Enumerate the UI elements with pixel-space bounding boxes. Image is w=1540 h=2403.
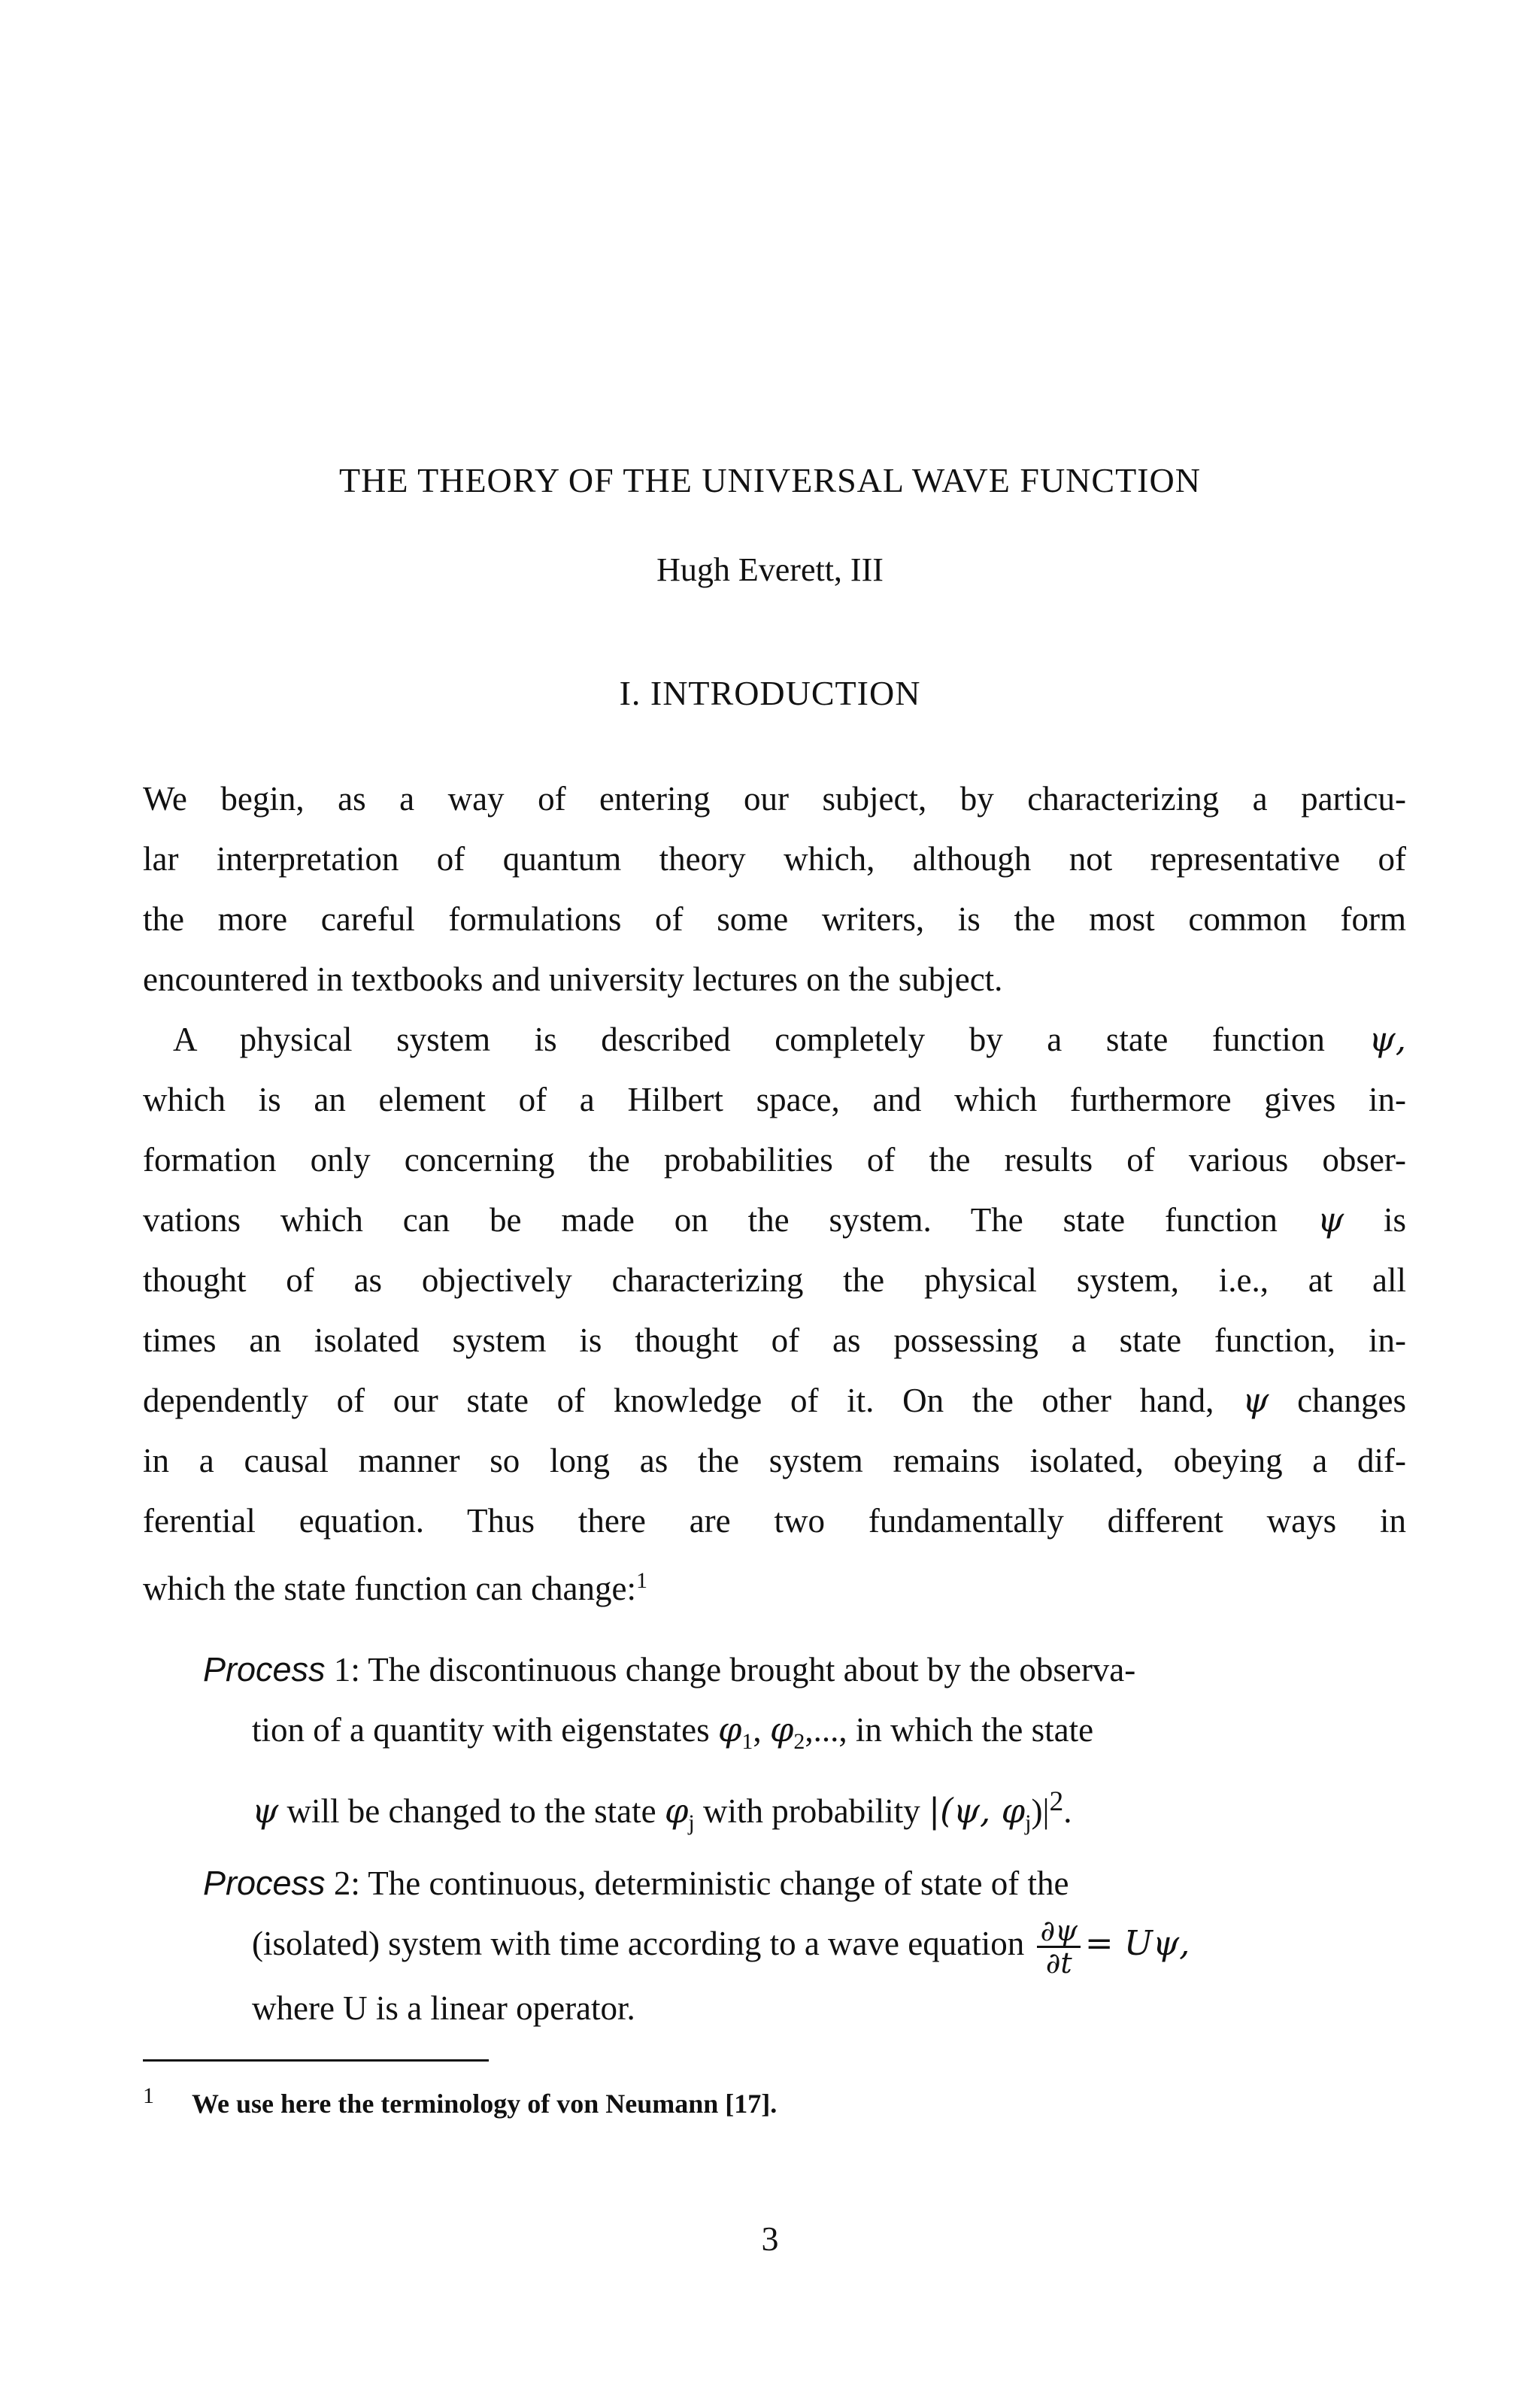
paragraph-line xyxy=(143,1190,1406,1250)
text-segment: will be changed to the state xyxy=(286,1792,656,1830)
period: . xyxy=(1063,1792,1072,1830)
text-segment: changes xyxy=(1297,1382,1407,1419)
paragraph-line: in a causal manner so long as the system remains isolated, obeying a dif- xyxy=(143,1442,1406,1479)
fraction-numerator: ∂ψ xyxy=(1037,1916,1080,1948)
fraction-denominator: ∂t xyxy=(1045,1946,1072,1980)
paragraph-line: We begin, as a way of entering our subject, by characterizing a particu- xyxy=(143,780,1406,818)
paper-title: THE THEORY OF THE UNIVERSAL WAVE FUNCTION xyxy=(339,461,1201,499)
text-segment: is xyxy=(1384,1201,1407,1239)
paragraph-state-function xyxy=(143,1009,1406,1619)
footnote-divider xyxy=(143,2059,489,2062)
text-segment: A physical system is described completely by a state function xyxy=(173,1021,1325,1058)
text-segment: vations which can be made on the system. The state function xyxy=(143,1201,1278,1239)
phi-symbol: φ xyxy=(717,1710,742,1749)
process-1-line xyxy=(203,1700,1406,1772)
superscript: 2 xyxy=(1049,1786,1064,1817)
process-1-line xyxy=(203,1772,1406,1853)
paragraph-line: ferential equation. Thus there are two fundamentally different ways in xyxy=(143,1502,1406,1540)
footnote xyxy=(143,2083,777,2119)
partial-derivative-fraction xyxy=(1037,1916,1080,1978)
phi-symbol: φ xyxy=(769,1710,794,1749)
paragraph-intro xyxy=(143,769,1406,1009)
paragraph-line: times an isolated system is thought of as possessing a state function, in- xyxy=(143,1321,1406,1359)
psi-symbol: ψ xyxy=(1317,1200,1344,1239)
process-2-line xyxy=(203,1913,1406,1978)
paragraph-line: which is an element of a Hilbert space, and which furthermore gives in- xyxy=(143,1081,1406,1118)
footnote-reference[interactable]: 1 xyxy=(636,1568,647,1593)
text-segment: dependently of our state of knowledge of it. On the other hand, xyxy=(143,1382,1214,1419)
paragraph-line xyxy=(143,1009,1406,1070)
section-heading: I. INTRODUCTION xyxy=(619,674,921,712)
psi-symbol: ψ xyxy=(252,1791,279,1831)
footnote-text: We use here the terminology of von Neumann [17]. xyxy=(192,2089,778,2119)
process-2-line xyxy=(203,1853,1406,1913)
process-label: Process xyxy=(203,1650,326,1688)
author-name: Hugh Everett, III xyxy=(656,551,884,588)
paragraph-line: thought of as objectively characterizing the physical system, i.e., at all xyxy=(143,1261,1406,1299)
comma: , xyxy=(753,1711,762,1749)
footnote-mark: 1 xyxy=(143,2083,154,2108)
text-segment: with probability xyxy=(703,1792,920,1830)
probability-close: )| xyxy=(1031,1792,1050,1830)
process-1-line xyxy=(203,1640,1406,1700)
equation-rhs: = Uψ, xyxy=(1084,1923,1190,1963)
paragraph-line xyxy=(143,1551,1406,1619)
process-number: 1: xyxy=(333,1651,360,1688)
paragraph-line: encountered in textbooks and university lectures on the subject. xyxy=(143,960,1003,998)
psi-symbol: ψ, xyxy=(1369,1019,1407,1059)
text-segment: which the state function can change: xyxy=(143,1570,636,1607)
probability-expression: |(ψ, φ xyxy=(928,1791,1026,1831)
process-label: Process xyxy=(203,1864,326,1902)
subscript: j xyxy=(1025,1810,1032,1835)
phi-symbol: φ xyxy=(664,1791,689,1831)
page-number: 3 xyxy=(761,2219,779,2258)
process-number: 2: xyxy=(333,1864,360,1902)
process-2-line: where U is a linear operator. xyxy=(252,1989,635,2028)
text-segment: tion of a quantity with eigenstates xyxy=(252,1711,710,1749)
paragraph-line: lar interpretation of quantum theory which, although not representative of xyxy=(143,840,1406,878)
text-segment: ,..., in which the state xyxy=(805,1711,1094,1749)
text-segment: (isolated) system with time according to a wave equation xyxy=(252,1925,1025,1962)
subscript: j xyxy=(688,1810,695,1835)
psi-symbol: ψ xyxy=(1242,1380,1269,1420)
paragraph-line xyxy=(143,1370,1406,1431)
process-list xyxy=(203,1640,1406,2038)
subscript: 2 xyxy=(793,1729,805,1754)
subscript: 1 xyxy=(741,1729,753,1754)
text-segment: The discontinuous change brought about by the observa- xyxy=(368,1651,1136,1688)
paragraph-line: the more careful formulations of some writers, is the most common form xyxy=(143,900,1406,938)
text-segment: The continuous, deterministic change of state of the xyxy=(368,1864,1069,1902)
paragraph-line: formation only concerning the probabilities of the results of various obser- xyxy=(143,1141,1406,1179)
